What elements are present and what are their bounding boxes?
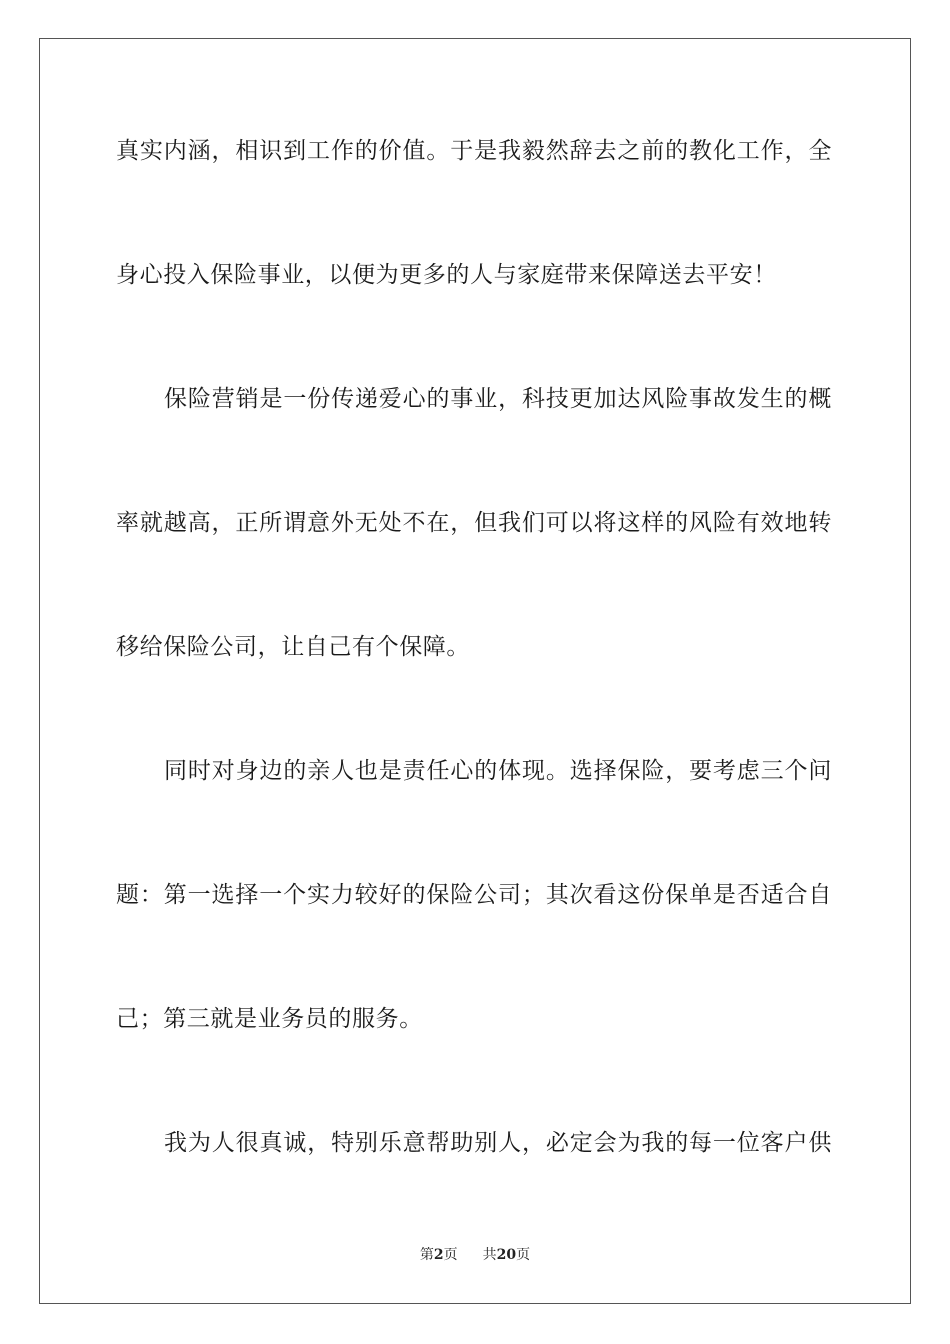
page-footer	[0, 1246, 950, 1264]
total-prefix: 共	[482, 1247, 497, 1263]
total-suffix: 页	[516, 1247, 531, 1263]
page-frame	[39, 38, 911, 1304]
paragraph-line: 同时对身边的亲人也是责任心的体现。选择保险，要考虑三个问	[164, 758, 832, 784]
page-number: 2	[433, 1247, 444, 1263]
paragraph-line: 保险营销是一份传递爱心的事业，科技更加达风险事故发生的概	[164, 386, 832, 412]
paragraph-line: 移给保险公司，让自己有个保障。	[116, 634, 470, 660]
page-number-label	[420, 1246, 458, 1264]
paragraph-line: 己；第三就是业务员的服务。	[116, 1006, 423, 1032]
page-prefix: 第	[419, 1247, 434, 1263]
paragraph-line: 题：第一选择一个实力较好的保险公司；其次看这份保单是否适合自	[116, 882, 832, 908]
page-suffix: 页	[443, 1247, 458, 1263]
total-pages-label	[483, 1246, 530, 1264]
total-number: 20	[496, 1247, 517, 1263]
paragraph-line: 真实内涵，相识到工作的价值。于是我毅然辞去之前的教化工作，全	[116, 138, 832, 164]
paragraph-line: 身心投入保险事业，以便为更多的人与家庭带来保障送去平安！	[116, 262, 777, 288]
paragraph-line: 率就越高，正所谓意外无处不在，但我们可以将这样的风险有效地转	[116, 510, 832, 536]
paragraph-line: 我为人很真诚，特别乐意帮助别人，必定会为我的每一位客户供	[164, 1130, 832, 1156]
